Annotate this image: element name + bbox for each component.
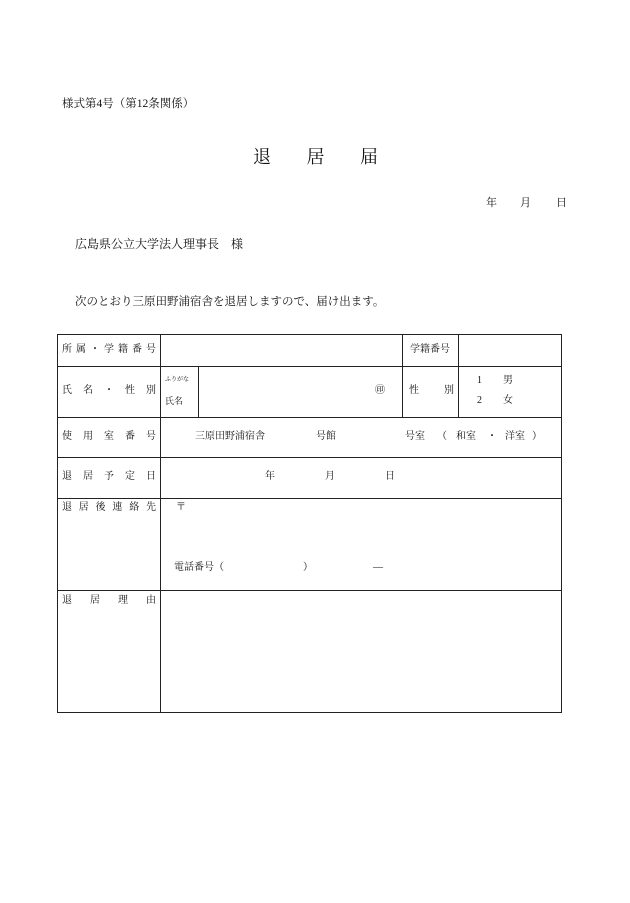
seal-mark: ㊞ (375, 385, 385, 396)
sex-option-number: 2 (477, 395, 482, 406)
date-month-label: 月 (520, 197, 531, 209)
date-year-label: 年 (486, 197, 497, 209)
label-character: 番 (132, 344, 142, 355)
contact-label (62, 503, 156, 513)
room-suffix: 号室 (405, 431, 425, 442)
building-suffix: 号館 (316, 431, 336, 442)
label-character: 予 (104, 471, 114, 482)
label-character: 居 (78, 502, 89, 513)
move-out-day-label: 日 (385, 471, 395, 482)
move-out-year-label: 年 (265, 471, 275, 482)
table-rule (57, 457, 562, 458)
label-character: 退 (62, 471, 72, 482)
label-character: 届 (360, 147, 378, 167)
room-type-separator: ・ (487, 431, 497, 442)
label-character: 絡 (129, 502, 140, 513)
label-character: 退 (253, 147, 271, 167)
label-character: 居 (306, 147, 325, 167)
label-character: 性 (409, 385, 419, 396)
label-character: 属 (76, 344, 86, 355)
label-character: 定 (125, 471, 135, 482)
label-character: 名 (83, 385, 93, 396)
room-type-western: 洋室 (505, 431, 525, 442)
label-character: 籍 (118, 344, 128, 355)
affiliation-label (62, 345, 156, 355)
table-rule (198, 366, 199, 417)
label-character: 後 (95, 502, 106, 513)
table-rule (57, 590, 562, 591)
label-character: 性 (125, 385, 135, 396)
label-character: 居 (90, 595, 100, 606)
postal-mark: 〒 (176, 502, 186, 513)
sex-label (409, 386, 454, 396)
label-character: 日 (146, 471, 156, 482)
label-character: 由 (146, 595, 156, 606)
statement: 次のとおり三原田野浦宿舎を退居しますので、届け出ます。 (75, 296, 385, 308)
room-number-label (62, 432, 156, 442)
move-out-month-label: 月 (325, 471, 335, 482)
phone-label: 電話番号（ (174, 562, 224, 573)
label-character: 号 (146, 344, 156, 355)
table-rule (57, 417, 562, 418)
label-character: ・ (90, 344, 100, 355)
label-character: 使 (62, 431, 72, 442)
table-rule (160, 334, 161, 713)
label-character: 別 (444, 385, 454, 396)
label-character: 理 (118, 595, 128, 606)
label-character: 先 (145, 502, 156, 513)
name-label: 氏名 (165, 396, 184, 406)
sex-option-male: 男 (503, 375, 513, 386)
phone-dash: ― (373, 562, 383, 573)
label-character: 氏 (62, 385, 72, 396)
furigana-label: ふりがな (165, 377, 190, 383)
label-character: 番 (125, 431, 135, 442)
label-character: 所 (62, 344, 72, 355)
sex-option-number: 1 (477, 375, 482, 386)
label-character: 学 (104, 344, 114, 355)
label-character: 別 (146, 385, 156, 396)
document-title (253, 148, 378, 166)
label-character: 号 (146, 431, 156, 442)
label-character: 居 (83, 471, 93, 482)
phone-close-paren: ） (303, 562, 313, 573)
table-rule (458, 334, 459, 417)
date-day-label: 日 (556, 197, 567, 209)
addressee: 広島県公立大学法人理事長 様 (75, 237, 244, 251)
label-character: 連 (112, 502, 123, 513)
room-type-close-paren: ） (532, 431, 542, 442)
student-id-label: 学籍番号 (410, 344, 450, 355)
dormitory-name: 三原田野浦宿舎 (195, 431, 265, 442)
table-rule (57, 366, 562, 367)
label-character: 室 (104, 431, 114, 442)
sex-option-female: 女 (503, 395, 513, 406)
label-character: 退 (62, 502, 72, 513)
label-character: 用 (83, 431, 93, 442)
reason-label (62, 596, 156, 606)
table-rule (57, 498, 562, 499)
room-type-open-paren: （ (437, 431, 447, 442)
form-number: 様式第4号（第12条関係） (62, 98, 195, 110)
room-type-japanese: 和室 (456, 431, 476, 442)
name-sex-label (62, 386, 156, 396)
label-character: 退 (62, 595, 72, 606)
move-out-date-label (62, 472, 156, 482)
label-character: ・ (104, 385, 114, 396)
